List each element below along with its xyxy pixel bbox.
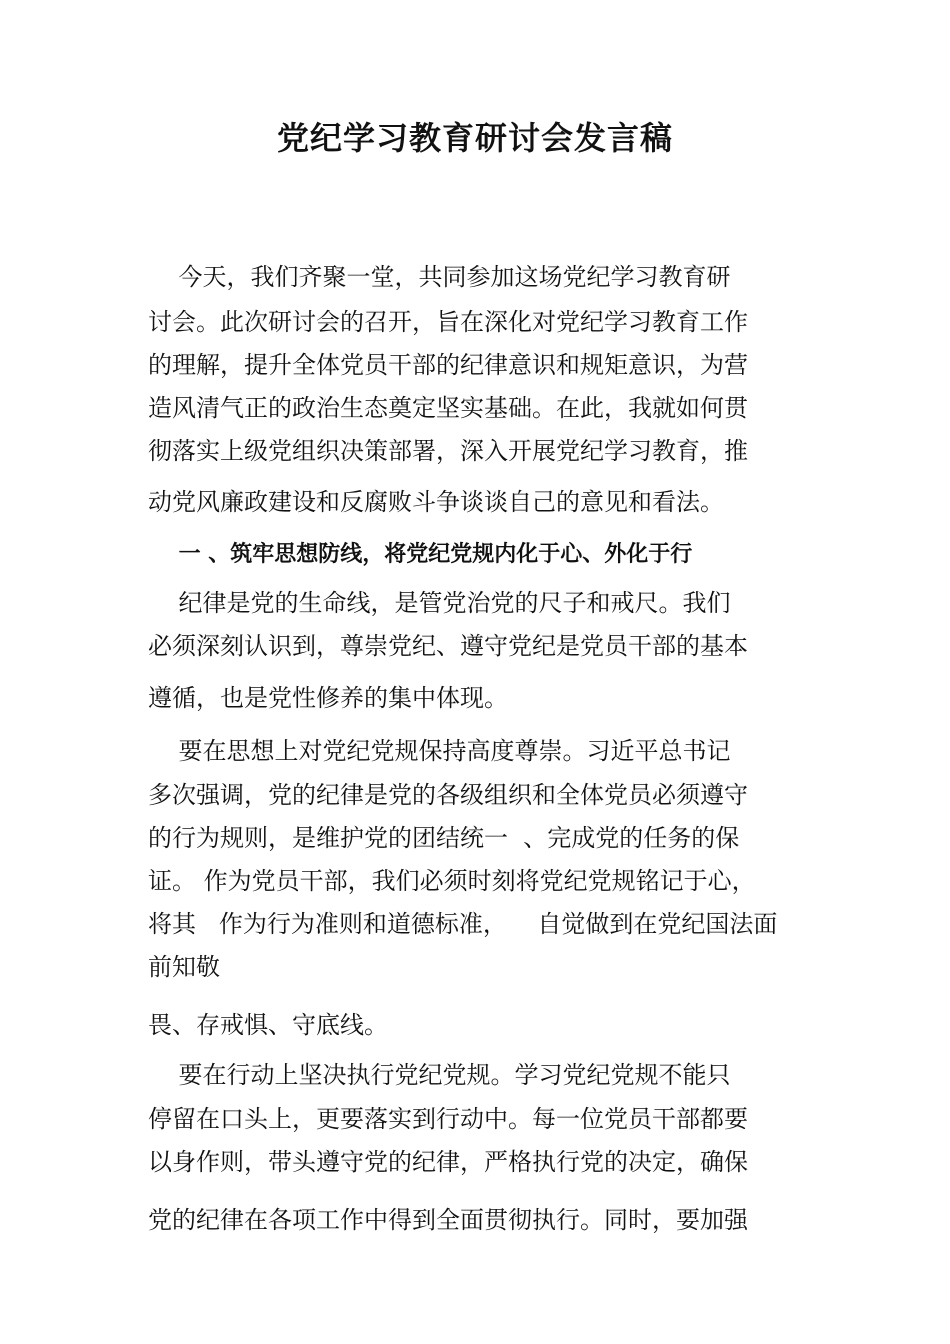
text-line: 畏、存戒惧、守底线。	[148, 1011, 388, 1039]
document-title: 党纪学习教育研讨会发言稿	[276, 119, 673, 157]
text-line: 要在行动上坚决执行党纪党规。学习党纪党规不能只	[148, 1061, 731, 1089]
text-line: 今天，我们齐聚一堂，共同参加这场党纪学习教育研	[148, 263, 731, 291]
text-line: 前知敬	[148, 953, 220, 981]
text-line: 纪律是党的生命线，是管党治党的尺子和戒尺。我们	[148, 589, 731, 617]
text-line: 遵循，也是党性修养的集中体现。	[148, 684, 508, 712]
text-line: 要在思想上对党纪党规保持高度尊崇。习近平总书记	[148, 737, 731, 765]
text-line: 讨会。此次研讨会的召开，旨在深化对党纪学习教育工作	[148, 308, 748, 336]
text-line: 的行为规则，是维护党的团结统一 、完成党的任务的保	[148, 824, 740, 852]
text-line: 造风清气正的政治生态奠定坚实基础。在此，我就如何贯	[148, 394, 748, 422]
text-line: 多次强调，党的纪律是党的各级组织和全体党员必须遵守	[148, 781, 748, 809]
text-line: 的理解，提升全体党员干部的纪律意识和规矩意识，为营	[148, 351, 748, 379]
text-line: 彻落实上级党组织决策部署，深入开展党纪学习教育，推	[148, 437, 748, 465]
text-line: 动党风廉政建设和反腐败斗争谈谈自己的意见和看法。	[148, 488, 724, 516]
text-line: 必须深刻认识到，尊崇党纪、遵守党纪是党员干部的基本	[148, 632, 748, 660]
text-line: 以身作则，带头遵守党的纪律，严格执行党的决定，确保	[148, 1148, 748, 1176]
text-line: 将其 作为行为准则和道德标准， 自觉做到在党纪国法面	[148, 910, 778, 938]
section-heading: 一 、筑牢思想防线，将党纪党规内化于心、外化于行	[148, 542, 693, 567]
text-line: 停留在口头上，更要落实到行动中。每一位党员干部都要	[148, 1105, 748, 1133]
text-line: 证。 作为党员干部，我们必须时刻将党纪党规铭记于心，	[148, 867, 756, 895]
text-line: 党的纪律在各项工作中得到全面贯彻执行。同时，要加强	[148, 1206, 748, 1234]
